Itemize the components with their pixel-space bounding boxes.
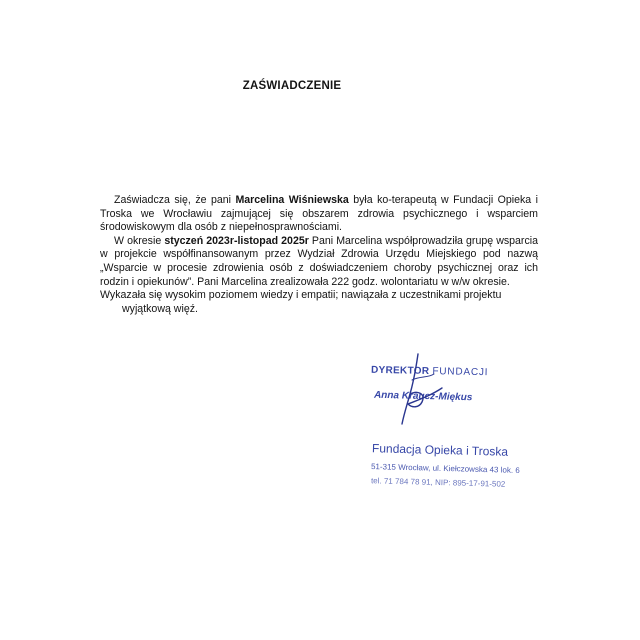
document-title xyxy=(0,80,640,92)
p2-text-a: W okresie xyxy=(114,234,165,247)
paragraph-3-last-line xyxy=(122,303,538,317)
p1-text-a: Zaświadcza się, że pani xyxy=(114,194,236,206)
paragraph-2 xyxy=(100,235,538,289)
director-title-bold: DYREKTOR xyxy=(370,364,430,377)
p2-text-b: Pani Marcelina współprowadziła grupę wsparcia w projekcie współfinansowanym przez Wydział Zdrowia Urzędu Miejskiego pod nazwą „Wsparcie w procesie zdrowienia osób z doświadczeniem choroby psychicznej oraz ich rodzin i opiekunów”. Pani Marcelina zrealizowała 222 godz. wolontariatu w w/w okresie. xyxy=(100,234,538,288)
paragraph-3 xyxy=(100,289,538,303)
title-text: ZAŚWIADCZENIE xyxy=(242,80,342,92)
organization-address: 51-315 Wrocław, ul. Kiełczowska 43 lok. 6 xyxy=(370,462,520,475)
paragraph-1 xyxy=(100,194,538,235)
organization-stamp: Fundacja Opieka i Troska xyxy=(371,441,509,459)
handwritten-signature xyxy=(390,350,450,430)
p3-text: Wykazała się wysokim poziomem wiedzy i empatii; nawiązała z uczestnikami projektu xyxy=(100,289,502,302)
p1-text-b: była ko-terapeutą w Fundacji Opieka i Troska we Wrocławiu zajmującej się obszarem zdrowia psychicznego i wsparciem środowiskowym dla osób z niepełnosprawnościami. xyxy=(100,194,538,234)
director-title-light: FUNDACJI xyxy=(432,366,489,379)
period: styczeń 2023r-listopad 2025r xyxy=(164,234,309,247)
p3-last-text: wyjątkową więź. xyxy=(122,302,198,315)
director-name-stamp: Anna Kraucz-Miękus xyxy=(373,389,473,404)
organization-phone: tel. 71 784 78 91, NIP: 895-17-91-502 xyxy=(370,476,506,489)
person-name: Marcelina Wiśniewska xyxy=(235,194,349,206)
document-body xyxy=(100,194,538,316)
